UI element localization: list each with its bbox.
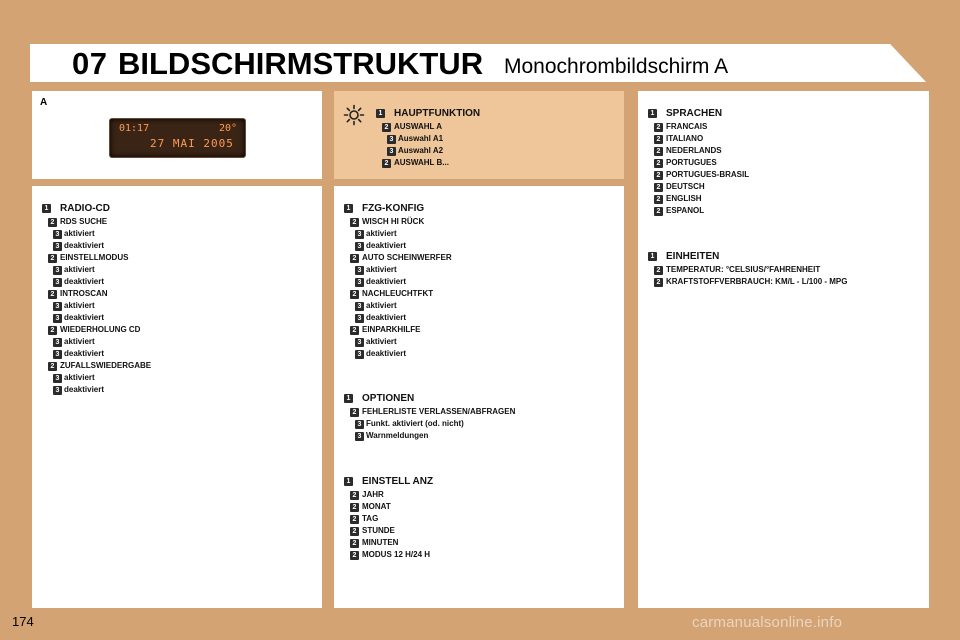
menu-item-level-3 (42, 312, 312, 324)
menu-item-label: FZG-KONFIG (362, 203, 425, 214)
menu-item-level-2 (344, 288, 614, 300)
level-2-badge-icon: 2 (654, 266, 663, 275)
menu-item-label: deaktiviert (366, 241, 407, 250)
menu-item-label: aktiviert (366, 229, 397, 238)
menu-item-level-2 (648, 121, 923, 133)
level-3-badge-icon: 3 (53, 350, 62, 359)
level-2-badge-icon: 2 (654, 147, 663, 156)
menu-item-label: ZUFALLSWIEDERGABE (60, 361, 152, 370)
level-3-badge-icon: 3 (53, 242, 62, 251)
lcd-temp: 20° (218, 123, 237, 134)
level-2-badge-icon: 2 (654, 278, 663, 287)
level-3-badge-icon: 3 (355, 432, 364, 441)
menu-item-level-3 (42, 384, 312, 396)
page-number: 174 (12, 614, 34, 629)
menu-item-level-3 (42, 228, 312, 240)
level-3-badge-icon: 3 (53, 230, 62, 239)
menu-item-level-3 (42, 264, 312, 276)
einstell-anz-menu (344, 475, 614, 561)
level-1-badge-icon: 1 (42, 204, 51, 213)
menu-item-label: Funkt. aktiviert (od. nicht) (366, 419, 464, 428)
menu-item-level-2 (344, 549, 614, 561)
menu-item-level-3 (344, 228, 614, 240)
menu-item-label: FRANCAIS (666, 122, 708, 131)
menu-item-level-2 (344, 324, 614, 336)
menu-item-level-1 (344, 475, 614, 489)
chapter-number: 07 (72, 46, 108, 81)
level-3-badge-icon: 3 (53, 302, 62, 311)
menu-item-level-2 (42, 252, 312, 264)
sprachen-menu (648, 107, 923, 217)
level-2-badge-icon: 2 (48, 326, 57, 335)
menu-item-label: aktiviert (64, 229, 95, 238)
level-2-badge-icon: 2 (48, 218, 57, 227)
menu-item-level-2 (344, 537, 614, 549)
level-2-badge-icon: 2 (48, 362, 57, 371)
menu-item-label: EINPARKHILFE (362, 325, 421, 334)
menu-item-level-1 (42, 202, 312, 216)
level-2-badge-icon: 2 (350, 218, 359, 227)
menu-item-label: WIEDERHOLUNG CD (60, 325, 141, 334)
level-3-badge-icon: 3 (355, 230, 364, 239)
menu-item-label: NEDERLANDS (666, 146, 722, 155)
level-2-badge-icon: 2 (350, 503, 359, 512)
menu-item-label: EINSTELLMODUS (60, 253, 129, 262)
page-subtitle: Monochrombildschirm A (504, 55, 729, 78)
lcd-time: 01:17 (119, 123, 150, 134)
menu-item-level-3 (42, 372, 312, 384)
menu-item-label: aktiviert (366, 337, 397, 346)
level-3-badge-icon: 3 (387, 135, 396, 144)
menu-item-level-2 (42, 216, 312, 228)
menu-item-level-2 (648, 133, 923, 145)
lcd-display (109, 118, 246, 158)
menu-item-level-3 (344, 348, 614, 360)
menu-item-level-2 (648, 276, 923, 288)
menu-item-label: MODUS 12 H/24 H (362, 550, 431, 559)
level-2-badge-icon: 2 (350, 290, 359, 299)
menu-item-label: JAHR (362, 490, 384, 499)
menu-item-level-3 (344, 276, 614, 288)
menu-item-label: RDS SUCHE (60, 217, 108, 226)
level-2-badge-icon: 2 (654, 195, 663, 204)
menu-item-level-2 (648, 193, 923, 205)
menu-item-label: WISCH HI RÜCK (362, 217, 425, 226)
menu-item-label: HAUPTFUNKTION (394, 108, 481, 119)
menu-item-level-1 (376, 107, 616, 121)
menu-item-level-3 (42, 300, 312, 312)
menu-item-label: AUSWAHL A (394, 122, 442, 131)
level-2-badge-icon: 2 (654, 135, 663, 144)
level-2-badge-icon: 2 (48, 290, 57, 299)
menu-item-label: AUTO SCHEINWERFER (362, 253, 452, 262)
menu-item-label: aktiviert (64, 337, 95, 346)
menu-item-label: aktiviert (64, 301, 95, 310)
hauptfunktion-menu (376, 107, 616, 169)
level-3-badge-icon: 3 (387, 147, 396, 156)
level-2-badge-icon: 2 (350, 491, 359, 500)
fzg-konfig-menu (344, 202, 614, 360)
menu-item-label: KRAFTSTOFFVERBRAUCH: KM/L - L/100 - MPG (666, 277, 848, 286)
menu-item-label: deaktiviert (64, 241, 105, 250)
menu-item-label: DEUTSCH (666, 182, 705, 191)
menu-item-level-3 (42, 348, 312, 360)
menu-item-label: deaktiviert (64, 385, 105, 394)
level-2-badge-icon: 2 (350, 527, 359, 536)
menu-item-label: ITALIANO (666, 134, 704, 143)
menu-item-label: FEHLERLISTE VERLASSEN/ABFRAGEN (362, 407, 516, 416)
menu-item-level-3 (344, 264, 614, 276)
level-3-badge-icon: 3 (53, 338, 62, 347)
level-2-badge-icon: 2 (350, 408, 359, 417)
menu-item-level-2 (42, 288, 312, 300)
menu-item-label: deaktiviert (366, 349, 407, 358)
menu-item-label: ENGLISH (666, 194, 702, 203)
menu-item-label: deaktiviert (366, 313, 407, 322)
menu-item-label: ESPANOL (666, 206, 705, 215)
menu-item-level-2 (648, 145, 923, 157)
menu-item-level-1 (648, 107, 923, 121)
menu-item-label: deaktiviert (64, 349, 105, 358)
menu-item-level-2 (344, 216, 614, 228)
menu-item-level-2 (648, 205, 923, 217)
menu-item-level-2 (42, 324, 312, 336)
level-1-badge-icon: 1 (344, 204, 353, 213)
radio-menu (42, 202, 312, 396)
menu-item-label: RADIO-CD (60, 203, 110, 214)
menu-item-level-3 (376, 145, 616, 157)
menu-item-level-3 (42, 336, 312, 348)
level-2-badge-icon: 2 (654, 207, 663, 216)
menu-item-label: PORTUGUES (666, 158, 717, 167)
level-3-badge-icon: 3 (355, 302, 364, 311)
menu-item-label: OPTIONEN (362, 393, 415, 404)
menu-item-level-2 (648, 157, 923, 169)
menu-item-label: NACHLEUCHTFKT (362, 289, 434, 298)
level-2-badge-icon: 2 (350, 515, 359, 524)
menu-item-level-1 (648, 250, 923, 264)
menu-item-level-1 (344, 202, 614, 216)
lcd-date: 27 MAI 2005 (150, 137, 234, 150)
menu-item-label: aktiviert (366, 265, 397, 274)
level-3-badge-icon: 3 (53, 314, 62, 323)
level-1-badge-icon: 1 (648, 252, 657, 261)
menu-item-level-2 (42, 360, 312, 372)
level-3-badge-icon: 3 (53, 278, 62, 287)
menu-item-level-2 (648, 169, 923, 181)
menu-item-level-3 (344, 418, 614, 430)
menu-item-label: AUSWAHL B... (394, 158, 449, 167)
display-label: A (40, 97, 48, 108)
menu-item-label: deaktiviert (366, 277, 407, 286)
menu-item-label: SPRACHEN (666, 108, 723, 119)
level-3-badge-icon: 3 (53, 386, 62, 395)
menu-item-label: EINSTELL ANZ (362, 476, 434, 487)
level-2-badge-icon: 2 (382, 159, 391, 168)
level-2-badge-icon: 2 (654, 159, 663, 168)
watermark: carmanualsonline.info (692, 614, 843, 631)
menu-item-label: Auswahl A2 (398, 146, 444, 155)
menu-item-level-2 (344, 501, 614, 513)
page-title: BILDSCHIRMSTRUKTUR (118, 46, 484, 81)
level-3-badge-icon: 3 (53, 374, 62, 383)
level-3-badge-icon: 3 (355, 278, 364, 287)
menu-item-label: Auswahl A1 (398, 134, 444, 143)
menu-item-level-2 (376, 157, 616, 169)
level-3-badge-icon: 3 (355, 242, 364, 251)
menu-item-level-2 (344, 406, 614, 418)
level-2-badge-icon: 2 (654, 183, 663, 192)
menu-item-level-3 (344, 240, 614, 252)
level-2-badge-icon: 2 (654, 123, 663, 132)
menu-item-label: aktiviert (366, 301, 397, 310)
menu-item-label: MONAT (362, 502, 391, 511)
menu-item-label: MINUTEN (362, 538, 399, 547)
level-1-badge-icon: 1 (648, 109, 657, 118)
menu-item-level-2 (648, 181, 923, 193)
menu-item-level-3 (344, 300, 614, 312)
menu-item-level-3 (344, 430, 614, 442)
level-2-badge-icon: 2 (350, 551, 359, 560)
level-2-badge-icon: 2 (382, 123, 391, 132)
level-2-badge-icon: 2 (350, 254, 359, 263)
menu-item-level-2 (344, 489, 614, 501)
menu-item-label: PORTUGUES-BRASIL (666, 170, 750, 179)
menu-item-level-3 (344, 312, 614, 324)
optionen-menu (344, 392, 614, 442)
menu-item-label: deaktiviert (64, 277, 105, 286)
level-3-badge-icon: 3 (355, 420, 364, 429)
menu-item-level-3 (376, 133, 616, 145)
level-2-badge-icon: 2 (48, 254, 57, 263)
menu-item-label: Warnmeldungen (366, 431, 429, 440)
menu-item-level-2 (376, 121, 616, 133)
menu-item-label: TEMPERATUR: °CELSIUS/°FAHRENHEIT (666, 265, 821, 274)
menu-item-label: EINHEITEN (666, 251, 720, 262)
menu-item-level-3 (42, 240, 312, 252)
level-3-badge-icon: 3 (355, 350, 364, 359)
menu-item-level-3 (344, 336, 614, 348)
level-1-badge-icon: 1 (376, 109, 385, 118)
menu-item-level-2 (344, 513, 614, 525)
level-3-badge-icon: 3 (355, 266, 364, 275)
menu-item-label: deaktiviert (64, 313, 105, 322)
menu-item-level-3 (42, 276, 312, 288)
menu-item-label: aktiviert (64, 373, 95, 382)
menu-item-level-2 (344, 525, 614, 537)
level-2-badge-icon: 2 (350, 539, 359, 548)
menu-item-label: TAG (362, 514, 379, 523)
level-1-badge-icon: 1 (344, 477, 353, 486)
menu-item-level-2 (648, 264, 923, 276)
menu-item-level-2 (344, 252, 614, 264)
menu-item-label: aktiviert (64, 265, 95, 274)
sun-icon (343, 104, 365, 126)
level-2-badge-icon: 2 (654, 171, 663, 180)
menu-item-label: INTROSCAN (60, 289, 108, 298)
level-3-badge-icon: 3 (53, 266, 62, 275)
menu-item-level-1 (344, 392, 614, 406)
level-2-badge-icon: 2 (350, 326, 359, 335)
level-3-badge-icon: 3 (355, 314, 364, 323)
level-1-badge-icon: 1 (344, 394, 353, 403)
level-3-badge-icon: 3 (355, 338, 364, 347)
menu-item-label: STUNDE (362, 526, 395, 535)
einheiten-menu (648, 250, 923, 288)
